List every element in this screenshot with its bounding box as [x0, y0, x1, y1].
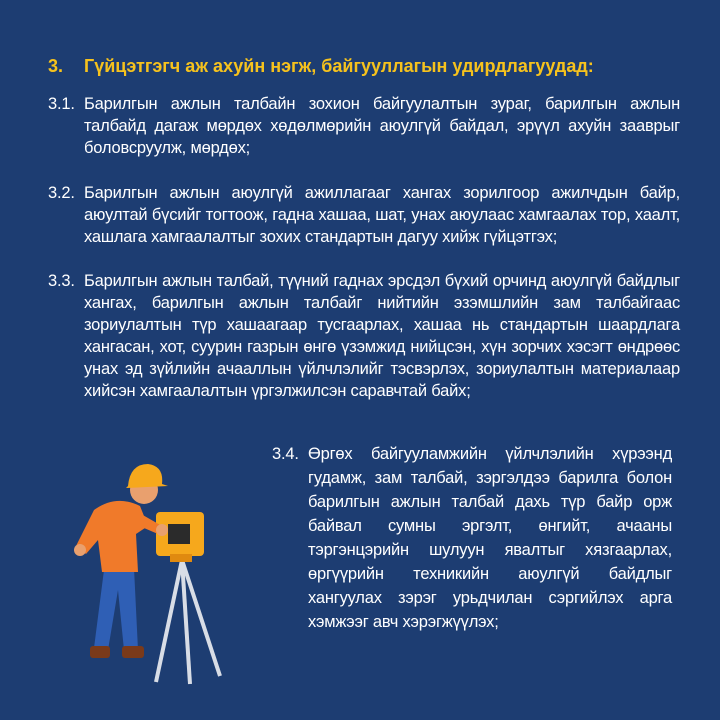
list-item-3-1 — [48, 93, 680, 159]
section-number: 3. — [48, 56, 64, 76]
worker-pants — [94, 568, 138, 650]
item-number: 3.4. — [272, 445, 299, 463]
surveyor-worker-icon — [64, 450, 244, 690]
item-number: 3.2. — [48, 184, 75, 202]
tripod-leg — [156, 560, 182, 682]
list-item-3-3 — [48, 270, 680, 402]
item-text: Барилгын ажлын талбай, түүний гаднах эрсдэл бүхий орчинд аюулгүй байдлыг хангах, барилгын ажлын талбайг нийтийн эзэмшлийн зам талбайгаас зориулалтын түр хашаагаар тусгаарлах, хашаа нь стандартын шаардлага хангасан, хот, суурин газрын өнгө үзэмжид нийцсэн, хүн зорчих хэсэгт өндрөөс унах эд зүйлийн ачааллын үйлчлэлийг тэсвэрлэх, зориулалтын материалаар хийсэн хамгаалалтын үргэлжилсэн саравчтай байх; — [84, 272, 680, 400]
list-item-3-4 — [272, 442, 672, 634]
item-number: 3.1. — [48, 95, 75, 113]
item-text: Барилгын ажлын талбайн зохион байгуулалтын зураг, барилгын ажлын талбайд дагаж мөрдөх хөдөлмөрийн аюулгүй байдал, эрүүл ахуйн зааврыг боловсруулж, мөрдөх; — [84, 95, 680, 157]
item-number: 3.3. — [48, 272, 75, 290]
worker-boot — [90, 646, 110, 658]
worker-hand — [74, 544, 86, 556]
worker-boot — [122, 646, 144, 658]
instrument-base — [170, 554, 192, 562]
worker-helmet — [126, 464, 168, 488]
section-title: Гүйцэтгэгч аж ахуйн нэгж, байгууллагын удирдлагуудад: — [84, 56, 594, 76]
worker-shirt — [76, 501, 148, 572]
instrument-lens — [168, 524, 190, 544]
list-item-3-2 — [48, 182, 680, 248]
section-heading — [48, 54, 688, 78]
worker-hand — [156, 524, 168, 536]
item-text: Барилгын ажлын аюулгүй ажиллагааг хангах зорилгоор ажилчдын байр, аюултай бүсийг тогтоож, гадна хашаа, шат, унах аюулаас хамгаалах тор, хаалт, хашлага хамгаалалтыг зохих стандартын дагуу хийж гүйцэтгэх; — [84, 184, 680, 246]
item-text: Өргөх байгууламжийн үйлчлэлийн хүрээнд гудамж, зам талбай, зэргэлдээ барилга болон барилгын ажлын талбай дахь түр байр орж байвал сумны эргэлт, өнгийт, ачааны тэргэнцэрийн шулуун явалтыг хязгаарлах, өргүүрийн техникийн аюулгүй байдлыг хангуулах зэрэг урьдчилан сэргийлэх арга хэмжээг авч хэрэгжүүлэх; — [308, 445, 672, 631]
